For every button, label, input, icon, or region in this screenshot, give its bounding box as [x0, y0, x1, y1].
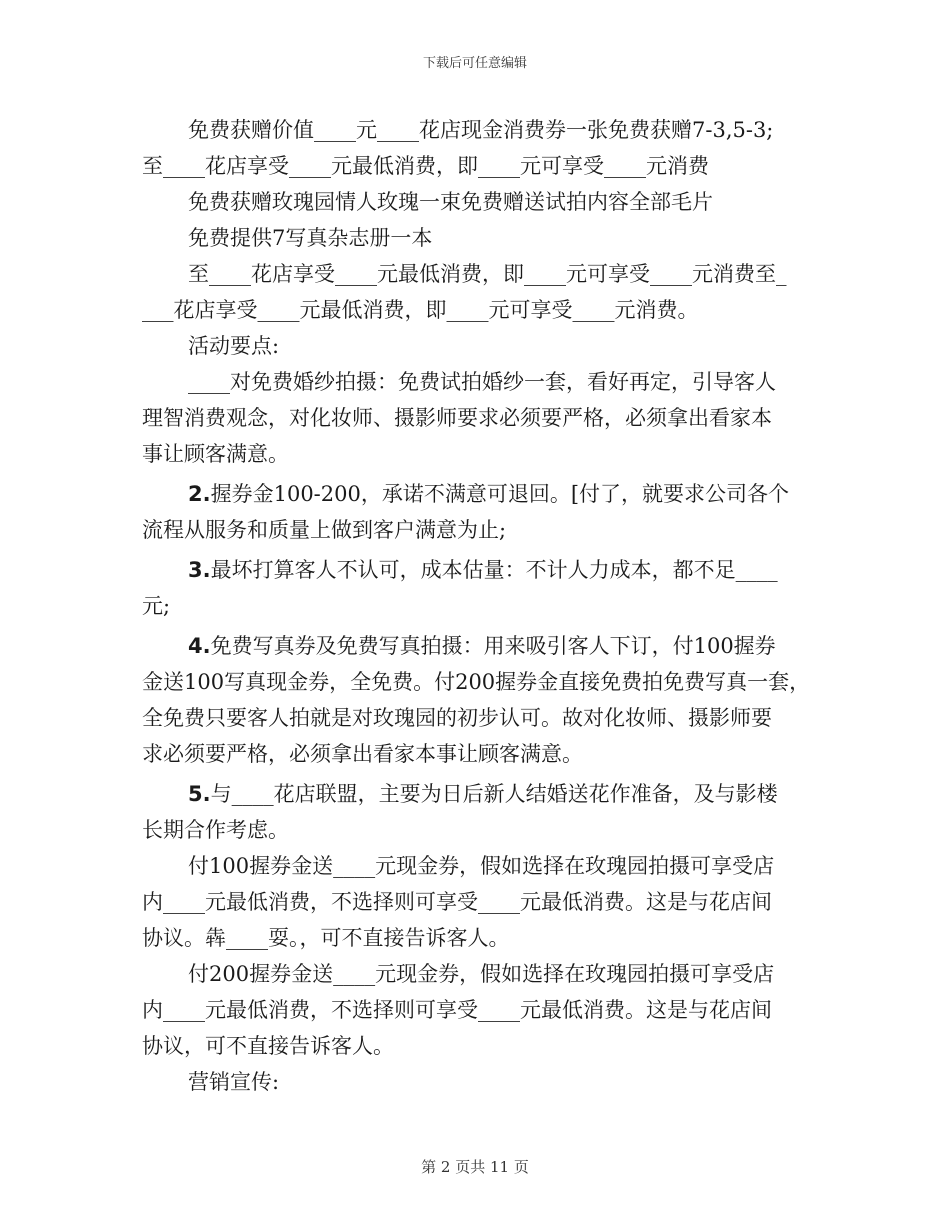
- line-text: 免费提供7写真杂志册一本: [188, 226, 433, 250]
- text-line: [142, 812, 814, 848]
- text-line: [142, 736, 814, 772]
- text-line: [142, 628, 814, 664]
- line-text: 付200握券金送____元现金券，假如选择在玫瑰园拍摄可享受店: [188, 962, 775, 986]
- text-line: [142, 664, 814, 700]
- text-line: [142, 920, 814, 956]
- text-line: [142, 148, 814, 184]
- line-text: 流程从服务和质量上做到客户满意为止;: [142, 518, 507, 542]
- text-line: [142, 512, 814, 548]
- line-text: 至____花店享受____元最低消费，即____元可享受____元消费至_: [188, 262, 787, 286]
- line-text: 活动要点:: [188, 334, 280, 358]
- text-line: [142, 1028, 814, 1064]
- line-text: 理智消费观念，对化妆师、摄影师要求必须要严格，必须拿出看家本: [142, 406, 772, 430]
- text-line: [142, 776, 814, 812]
- page-header: 下载后可任意编辑: [422, 56, 527, 71]
- text-line: [142, 848, 814, 884]
- text-line: [142, 884, 814, 920]
- line-text: 与____花店联盟，主要为日后新人结婚送花作准备，及与影楼: [210, 782, 778, 806]
- line-text: 元;: [142, 594, 171, 618]
- line-text: 至____花店享受____元最低消费，即____元可享受____元消费: [142, 154, 709, 178]
- line-text: 内____元最低消费，不选择则可享受____元最低消费。这是与花店间: [142, 998, 772, 1022]
- line-text: ___花店享受____元最低消费，即____元可享受____元消费。: [142, 298, 699, 322]
- list-number: 3.: [188, 558, 211, 582]
- text-line: [142, 588, 814, 624]
- text-line: [142, 476, 814, 512]
- line-text: 长期合作考虑。: [142, 818, 289, 842]
- text-line: [142, 1064, 814, 1100]
- text-line: [142, 700, 814, 736]
- line-text: ____对免费婚纱拍摄：免费试拍婚纱一套，看好再定，引导客人: [188, 370, 776, 394]
- line-text: 协议。犇____耍。，可不直接告诉客人。: [142, 926, 510, 950]
- line-text: 免费写真券及免费写真拍摄：用来吸引客人下订，付100握券: [210, 634, 776, 658]
- text-line: [142, 220, 814, 256]
- document-body: [142, 112, 814, 1100]
- text-line: [142, 364, 814, 400]
- text-line: [142, 552, 814, 588]
- text-line: [142, 256, 814, 292]
- list-number: 5.: [188, 782, 211, 806]
- line-text: 全免费只要客人拍就是对玫瑰园的初步认可。故对化妆师、摄影师要: [142, 706, 772, 730]
- list-number: 2.: [188, 482, 211, 506]
- text-line: [142, 436, 814, 472]
- text-line: [142, 328, 814, 364]
- text-line: [142, 400, 814, 436]
- text-line: [142, 112, 814, 148]
- text-line: [142, 956, 814, 992]
- line-text: 事让顾客满意。: [142, 442, 289, 466]
- line-text: 最坏打算客人不认可，成本估量：不计人力成本，都不足____: [210, 558, 778, 582]
- text-line: [142, 992, 814, 1028]
- text-line: [142, 184, 814, 220]
- line-text: 付100握券金送____元现金券，假如选择在玫瑰园拍摄可享受店: [188, 854, 775, 878]
- text-line: [142, 292, 814, 328]
- line-text: 协议，可不直接告诉客人。: [142, 1034, 394, 1058]
- line-text: 免费获赠价值____元____花店现金消费券一张免费获赠7-3,5-3;: [188, 118, 774, 142]
- page-footer: 第 2 页共 11 页: [421, 1158, 529, 1176]
- line-text: 营销宣传:: [188, 1070, 280, 1094]
- line-text: 握券金100-200，承诺不满意可退回。[付了，就要求公司各个: [210, 482, 790, 506]
- line-text: 内____元最低消费，不选择则可享受____元最低消费。这是与花店间: [142, 890, 772, 914]
- line-text: 求必须要严格，必须拿出看家本事让顾客满意。: [142, 742, 583, 766]
- line-text: 金送100写真现金券，全免费。付200握券金直接免费拍免费写真一套，: [142, 670, 811, 694]
- list-number: 4.: [188, 634, 211, 658]
- line-text: 免费获赠玫瑰园情人玫瑰一束免费赠送试拍内容全部毛片: [188, 190, 713, 214]
